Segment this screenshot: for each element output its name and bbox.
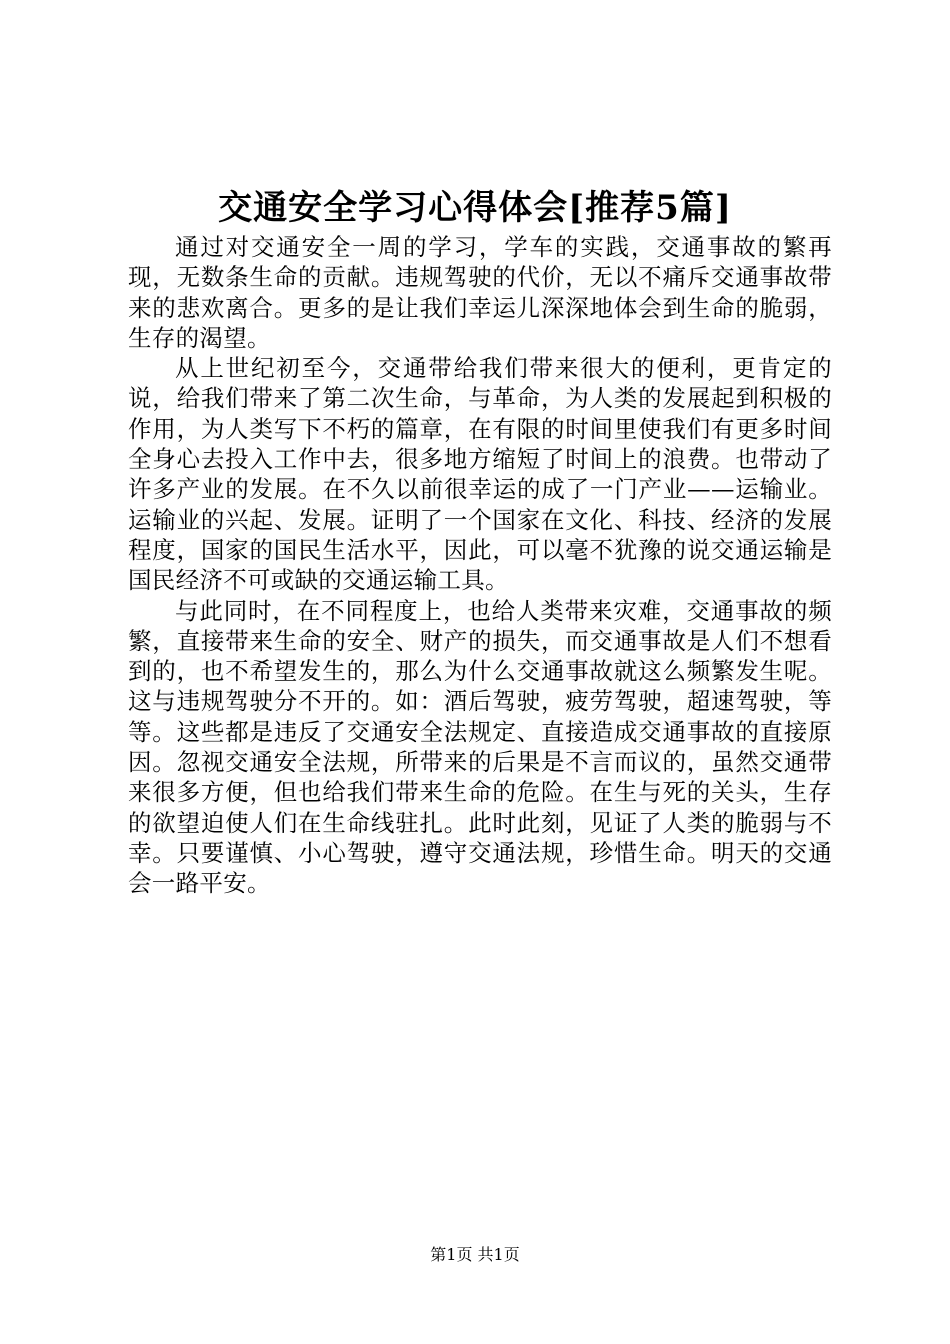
document-title: 交通安全学习心得体会[推荐5篇] xyxy=(218,188,732,228)
document-body xyxy=(128,232,832,899)
page-footer: 第1页 共1页 xyxy=(430,1245,520,1264)
paragraph-3: 与此同时，在不同程度上，也给人类带来灾难，交通事故的频繁，直接带来生命的安全、财产的损失，而交通事故是人们不想看到的，也不希望发生的，那么为什么交通事故就这么频繁发生呢。这与违规驾驶分不开的。如：酒后驾驶，疲劳驾驶，超速驾驶，等等。这些都是违反了交通安全法规定、直接造成交通事故的直接原因。忽视交通安全法规，所带来的后果是不言而议的，虽然交通带来很多方便，但也给我们带来生命的危险。在生与死的关头，生存的欲望迫使人们在生命线驻扎。此时此刻，见证了人类的脆弱与不幸。只要谨慎、小心驾驶，遵守交通法规，珍惜生命。明天的交通会一路平安。 xyxy=(128,596,832,898)
paragraph-2: 从上世纪初至今，交通带给我们带来很大的便利，更肯定的说，给我们带来了第二次生命，与革命，为人类的发展起到积极的作用，为人类写下不朽的篇章，在有限的时间里使我们有更多时间全身心去投入工作中去，很多地方缩短了时间上的浪费。也带动了许多产业的发展。在不久以前很幸运的成了一门产业——运输业。运输业的兴起、发展。证明了一个国家在文化、科技、经济的发展程度，国家的国民生活水平，因此，可以毫不犹豫的说交通运输是国民经济不可或缺的交通运输工具。 xyxy=(128,354,832,595)
paragraph-1: 通过对交通安全一周的学习，学车的实践，交通事故的繁再现，无数条生命的贡献。违规驾驶的代价，无以不痛斥交通事故带来的悲欢离合。更多的是让我们幸运儿深深地体会到生命的脆弱，生存的渴望。 xyxy=(128,233,832,352)
